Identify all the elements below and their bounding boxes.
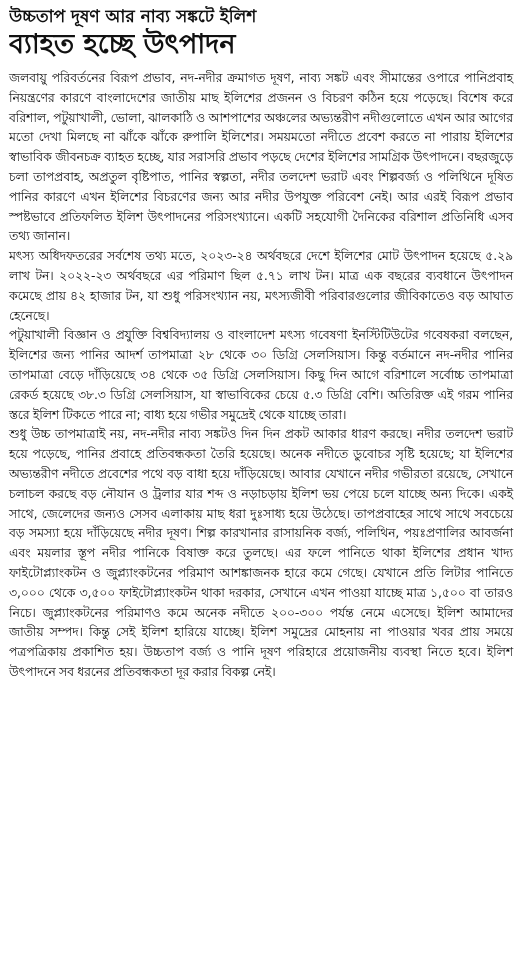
paragraph-2: মৎস্য অধিদফতরের সর্বশেষ তথ্য মতে, ২০২৩-২৪ অর্থবছরে দেশে ইলিশের মোট উৎপাদন হয়েছে ৫.২৯ লাখ টন। ২০২২-২৩ অর্থবছরে এর পরিমাণ ছিল ৫.৭১ লাখ টন। মাত্র এক বছরের ব্যবধানে উৎপাদন কমেছে প্রায় ৪২ হাজার টন, যা শুধু পরিসংখ্যান নয়, মৎস্যজীবী পরিবারগুলোর জীবিকাতেও বড় আঘাত হেনেছে। bbox=[9, 248, 513, 323]
paragraph-1: জলবায়ু পরিবর্তনের বিরূপ প্রভাব, নদ-নদীর ক্রমাগত দূষণ, নাব্য সঙ্কট এবং সীমান্তের ওপারে পানিপ্রবাহ নিয়ন্ত্রণের কারণে বাংলাদেশের জাতীয় মাছ ইলিশের প্রজনন ও বিচরণ কঠিন হয়ে পড়েছে। বিশেষ করে বরিশাল, পটুয়াখালী, ভোলা, ঝালকাঠি ও আশপাশের অঞ্চলের অভ্যন্তরীণ নদীগুলোতে এখন আর আগের মতো দেখা মিলছে না ঝাঁকে ঝাঁকে রুপালি ইলিশের। সময়মতো নদীতে প্রবেশ করতে না পারায় ইলিশের স্বাভাবিক জীবনচক্র ব্যাহত হচ্ছে, যার সরাসরি প্রভাব পড়ছে দেশের ইলিশের সামগ্রিক উৎপাদনে। বছরজুড়ে চলা তাপপ্রবাহ, অপ্রতুল বৃষ্টিপাত, পানির স্বল্পতা, নদীর তলদেশ ভরাট এবং শিল্পবর্জ্য ও পলিথিনে দূষিত পানির কারণে এখন ইলিশের বিচরণের জন্য আর নদীর উপযুক্ত পরিবেশ নেই। আর এরই বিরূপ প্রভাব স্পষ্টভাবে প্রতিফলিত ইলিশ উৎপাদনের পরিসংখ্যানে। একটি সহযোগী দৈনিকের বরিশাল প্রতিনিধি এসব তথ্য জানান। bbox=[9, 70, 513, 244]
article-kicker: উচ্চতাপ দূষণ আর নাব্য সঙ্কটে ইলিশ bbox=[9, 7, 257, 27]
paragraph-3: পটুয়াখালী বিজ্ঞান ও প্রযুক্তি বিশ্ববিদ্যালয় ও বাংলাদেশ মৎস্য গবেষণা ইনস্টিটিউটের গবেষকরা বলছেন, ইলিশের জন্য পানির আদর্শ তাপমাত্রা ২৮ থেকে ৩০ ডিগ্রি সেলসিয়াস। কিন্তু বর্তমানে নদ-নদীর পানির তাপমাত্রা বেড়ে দাঁড়িয়েছে ৩৪ থেকে ৩৫ ডিগ্রি সেলসিয়াস। কিছু দিন আগে বরিশালে সর্বোচ্চ তাপমাত্রা রেকর্ড হয়েছে ৩৮.৩ ডিগ্রি সেলসিয়াস, যা স্বাভাবিকের চেয়ে ৫.৩ ডিগ্রি বেশি। অতিরিক্ত এই গরম পানির স্তরে ইলিশ টিকতে পারে না; বাধ্য হয়ে গভীর সমুদ্রেই থেকে যাচ্ছে তারা। bbox=[9, 327, 513, 422]
article-headline: ব্যাহত হচ্ছে উৎপাদন bbox=[9, 29, 236, 60]
paragraph-4: শুধু উচ্চ তাপমাত্রাই নয়, নদ-নদীর নাব্য সঙ্কটও দিন দিন প্রকট আকার ধারণ করছে। নদীর তলদেশ ভরাট হয়ে পড়েছে, পানির প্রবাহে প্রতিবন্ধকতা তৈরি হয়েছে। অনেক নদীতে ডুবোচর সৃষ্টি হয়েছে; যা ইলিশের অভ্যন্তরীণ নদীতে প্রবেশের পথে বড় বাধা হয়ে দাঁড়িয়েছে। আবার যেখানে নদীর গভীরতা রয়েছে, সেখানে চলাচল করছে বড় নৌযান ও ট্রলার যার শব্দ ও নড়াচড়ায় ইলিশ ভয় পেয়ে চলে যাচ্ছে অন্য দিকে। একই সাথে, জেলেদের জন্যও সেসব এলাকায় মাছ ধরা দুঃসাধ্য হয়ে উঠেছে। তাপপ্রবাহের সাথে সাথে সবচেয়ে বড় সমস্যা হয়ে দাঁড়িয়েছে নদীর দূষণ। শিল্প কারখানার রাসায়নিক বর্জ্য, পলিথিন, পয়ঃপ্রণালির আবর্জনা এবং ময়লার স্তূপ নদীর পানিকে বিষাক্ত করে তুলছে। এর ফলে পানিতে থাকা ইলিশের প্রধান খাদ্য ফাইটোপ্ল্যাংকটন ও জুপ্ল্যাংকটনের পরিমাণ আশঙ্কাজনক হারে কমে গেছে। যেখানে প্রতি লিটার পানিতে ৩,০০০ থেকে ৩,৫০০ ফাইটোপ্ল্যাংকটন থাকা দরকার, সেখানে এখন পাওয়া যাচ্ছে মাত্র ১,৫০০ বা তারও নিচে। জুপ্ল্যাংকটনের পরিমাণও কমে অনেক নদীতে ২০০-৩০০ পর্যন্ত নেমে এসেছে। ইলিশ আমাদের জাতীয় সম্পদ। কিন্তু সেই ইলিশ হারিয়ে যাচ্ছে। ইলিশ সমুদ্রের মোহনায় না পাওয়ার খবর প্রায় সময়ে পত্রপত্রিকায় প্রকাশিত হয়। উচ্চতাপ বর্জ্য ও পানি দূষণ পরিহারে প্রয়োজনীয় ব্যবস্থা নিতে হবে। ইলিশ উৎপাদনে সব ধরনের প্রতিবন্ধকতা দূর করার বিকল্প নেই। bbox=[9, 426, 513, 679]
article-body bbox=[9, 68, 513, 682]
